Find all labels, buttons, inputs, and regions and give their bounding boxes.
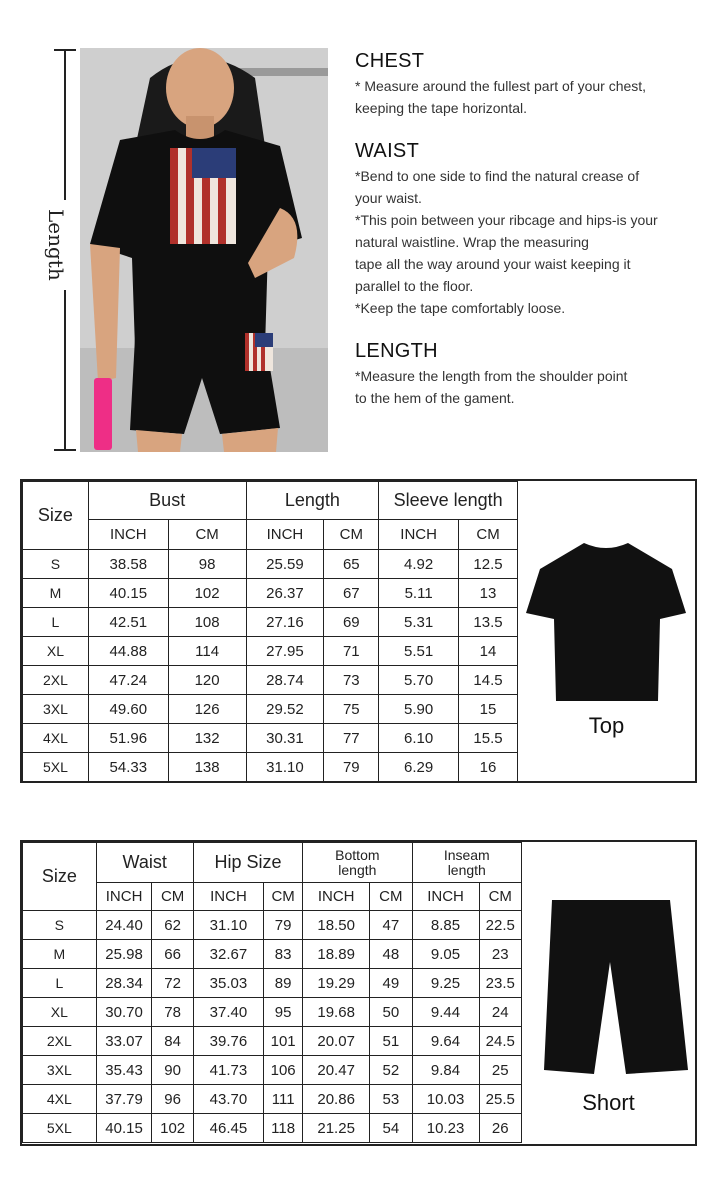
- product-label: Short: [582, 1090, 635, 1115]
- product-label: Top: [588, 713, 625, 738]
- size-cell: XL: [23, 998, 97, 1027]
- unit-inch: INCH: [379, 520, 459, 550]
- column-group-header: Length: [246, 482, 379, 520]
- cm-value-cell: 79: [264, 911, 303, 940]
- inch-value-cell: 54.33: [88, 753, 168, 782]
- cm-value-cell: 23: [479, 940, 521, 969]
- t-shirt-icon: [518, 531, 695, 731]
- inch-value-cell: 18.89: [303, 940, 370, 969]
- column-group-header: Waist: [96, 843, 193, 883]
- size-cell: 2XL: [23, 666, 89, 695]
- cm-value-cell: 118: [264, 1114, 303, 1143]
- guide-line: parallel to the floor.: [355, 278, 474, 294]
- cm-value-cell: 49: [370, 969, 412, 998]
- column-group-header: Bottom length: [303, 843, 412, 883]
- cm-value-cell: 62: [152, 911, 193, 940]
- cm-value-cell: 132: [168, 724, 246, 753]
- inch-value-cell: 27.95: [246, 637, 324, 666]
- unit-cm: CM: [324, 520, 379, 550]
- cm-value-cell: 102: [168, 579, 246, 608]
- inch-value-cell: 9.05: [412, 940, 479, 969]
- cm-value-cell: 71: [324, 637, 379, 666]
- table-row: [23, 1056, 522, 1085]
- cm-value-cell: 77: [324, 724, 379, 753]
- cm-value-cell: 138: [168, 753, 246, 782]
- cm-value-cell: 25.5: [479, 1085, 521, 1114]
- cm-value-cell: 95: [264, 998, 303, 1027]
- cm-value-cell: 53: [370, 1085, 412, 1114]
- cm-value-cell: 24.5: [479, 1027, 521, 1056]
- cm-value-cell: 120: [168, 666, 246, 695]
- inch-value-cell: 35.03: [193, 969, 263, 998]
- guide-line: *Bend to one side to find the natural crease of: [355, 168, 640, 184]
- cm-value-cell: 90: [152, 1056, 193, 1085]
- guide-length: [355, 340, 700, 409]
- cm-value-cell: 16: [459, 753, 518, 782]
- cm-value-cell: 111: [264, 1085, 303, 1114]
- cm-value-cell: 73: [324, 666, 379, 695]
- size-cell: 3XL: [23, 1056, 97, 1085]
- cm-value-cell: 12.5: [459, 550, 518, 579]
- inch-value-cell: 33.07: [96, 1027, 152, 1056]
- guide-line: *This poin between your ribcage and hips-is your: [355, 212, 658, 228]
- inch-value-cell: 37.40: [193, 998, 263, 1027]
- cm-value-cell: 66: [152, 940, 193, 969]
- table-row: [23, 724, 518, 753]
- inch-value-cell: 27.16: [246, 608, 324, 637]
- cm-value-cell: 98: [168, 550, 246, 579]
- size-cell: 4XL: [23, 724, 89, 753]
- inch-value-cell: 20.47: [303, 1056, 370, 1085]
- inch-value-cell: 49.60: [88, 695, 168, 724]
- inch-value-cell: 31.10: [246, 753, 324, 782]
- cm-value-cell: 84: [152, 1027, 193, 1056]
- table-row: [23, 998, 522, 1027]
- cm-value-cell: 47: [370, 911, 412, 940]
- short-product-cell: [522, 842, 695, 1144]
- inch-value-cell: 9.84: [412, 1056, 479, 1085]
- size-cell: XL: [23, 637, 89, 666]
- cm-value-cell: 48: [370, 940, 412, 969]
- unit-cm: CM: [479, 883, 521, 911]
- size-cell: S: [23, 911, 97, 940]
- size-cell: S: [23, 550, 89, 579]
- inch-value-cell: 9.44: [412, 998, 479, 1027]
- size-cell: M: [23, 940, 97, 969]
- cm-value-cell: 79: [324, 753, 379, 782]
- guide-line: to the hem of the gament.: [355, 390, 515, 406]
- cm-value-cell: 78: [152, 998, 193, 1027]
- guide-chest: [355, 50, 700, 119]
- cm-value-cell: 15: [459, 695, 518, 724]
- inch-value-cell: 9.25: [412, 969, 479, 998]
- model-photo: [80, 48, 328, 452]
- inch-value-cell: 40.15: [88, 579, 168, 608]
- unit-inch: INCH: [88, 520, 168, 550]
- inch-value-cell: 9.64: [412, 1027, 479, 1056]
- guide-title: CHEST: [355, 50, 425, 72]
- inch-value-cell: 39.76: [193, 1027, 263, 1056]
- column-group-header: Bust: [88, 482, 246, 520]
- inch-value-cell: 37.79: [96, 1085, 152, 1114]
- cm-value-cell: 13.5: [459, 608, 518, 637]
- cm-value-cell: 114: [168, 637, 246, 666]
- cm-value-cell: 54: [370, 1114, 412, 1143]
- cm-value-cell: 65: [324, 550, 379, 579]
- table-row: [23, 550, 518, 579]
- cm-value-cell: 52: [370, 1056, 412, 1085]
- guide-line: your waist.: [355, 190, 422, 206]
- inch-value-cell: 4.92: [379, 550, 459, 579]
- cm-value-cell: 72: [152, 969, 193, 998]
- cm-value-cell: 24: [479, 998, 521, 1027]
- cm-value-cell: 106: [264, 1056, 303, 1085]
- inch-value-cell: 6.29: [379, 753, 459, 782]
- column-group-header: Hip Size: [193, 843, 302, 883]
- inch-value-cell: 38.58: [88, 550, 168, 579]
- inch-value-cell: 44.88: [88, 637, 168, 666]
- inch-value-cell: 32.67: [193, 940, 263, 969]
- table-row: [23, 753, 518, 782]
- table-row: [23, 940, 522, 969]
- inch-value-cell: 10.03: [412, 1085, 479, 1114]
- inch-value-cell: 29.52: [246, 695, 324, 724]
- inch-value-cell: 40.15: [96, 1114, 152, 1143]
- top-product-cell: [518, 481, 695, 781]
- inch-value-cell: 24.40: [96, 911, 152, 940]
- size-cell: 5XL: [23, 1114, 97, 1143]
- cm-value-cell: 83: [264, 940, 303, 969]
- ruler-label: Length: [18, 200, 78, 290]
- guide-line: tape all the way around your waist keeping it: [355, 256, 631, 272]
- guide-line: * Measure around the fullest part of your chest,: [355, 78, 647, 94]
- table-row: [23, 695, 518, 724]
- unit-inch: INCH: [303, 883, 370, 911]
- cm-value-cell: 69: [324, 608, 379, 637]
- cm-value-cell: 108: [168, 608, 246, 637]
- table-row: [23, 1085, 522, 1114]
- unit-cm: CM: [370, 883, 412, 911]
- guide-line: keeping the tape horizontal.: [355, 100, 528, 116]
- guide-line: *Measure the length from the shoulder point: [355, 368, 628, 384]
- inch-value-cell: 19.29: [303, 969, 370, 998]
- inch-value-cell: 6.10: [379, 724, 459, 753]
- unit-inch: INCH: [96, 883, 152, 911]
- inch-value-cell: 31.10: [193, 911, 263, 940]
- inch-value-cell: 28.34: [96, 969, 152, 998]
- shorts-icon: [522, 892, 695, 1082]
- cm-value-cell: 75: [324, 695, 379, 724]
- cm-value-cell: 50: [370, 998, 412, 1027]
- inch-value-cell: 26.37: [246, 579, 324, 608]
- inch-value-cell: 42.51: [88, 608, 168, 637]
- unit-inch: INCH: [412, 883, 479, 911]
- guide-waist: [355, 140, 700, 319]
- unit-inch: INCH: [193, 883, 263, 911]
- column-group-header: Sleeve length: [379, 482, 518, 520]
- inch-value-cell: 5.90: [379, 695, 459, 724]
- short-size-chart: [20, 840, 697, 1146]
- inch-value-cell: 20.07: [303, 1027, 370, 1056]
- inch-value-cell: 30.31: [246, 724, 324, 753]
- inch-value-cell: 30.70: [96, 998, 152, 1027]
- size-cell: L: [23, 608, 89, 637]
- top-size-chart: [20, 479, 697, 783]
- inch-value-cell: 47.24: [88, 666, 168, 695]
- unit-cm: CM: [264, 883, 303, 911]
- inch-value-cell: 5.51: [379, 637, 459, 666]
- inch-value-cell: 20.86: [303, 1085, 370, 1114]
- unit-cm: CM: [459, 520, 518, 550]
- inch-value-cell: 5.31: [379, 608, 459, 637]
- top-size-table: [22, 481, 518, 782]
- size-cell: L: [23, 969, 97, 998]
- cm-value-cell: 102: [152, 1114, 193, 1143]
- cm-value-cell: 51: [370, 1027, 412, 1056]
- inch-value-cell: 18.50: [303, 911, 370, 940]
- inch-value-cell: 5.70: [379, 666, 459, 695]
- inch-value-cell: 19.68: [303, 998, 370, 1027]
- cm-value-cell: 14: [459, 637, 518, 666]
- inch-value-cell: 25.98: [96, 940, 152, 969]
- table-row: [23, 911, 522, 940]
- table-row: [23, 1027, 522, 1056]
- unit-cm: CM: [152, 883, 193, 911]
- cm-value-cell: 26: [479, 1114, 521, 1143]
- size-cell: 3XL: [23, 695, 89, 724]
- unit-inch: INCH: [246, 520, 324, 550]
- size-cell: 2XL: [23, 1027, 97, 1056]
- inch-value-cell: 51.96: [88, 724, 168, 753]
- size-header: Size: [23, 843, 97, 911]
- size-cell: 5XL: [23, 753, 89, 782]
- guide-title: LENGTH: [355, 340, 438, 362]
- table-row: [23, 579, 518, 608]
- cm-value-cell: 89: [264, 969, 303, 998]
- unit-cm: CM: [168, 520, 246, 550]
- cm-value-cell: 67: [324, 579, 379, 608]
- size-cell: M: [23, 579, 89, 608]
- inch-value-cell: 46.45: [193, 1114, 263, 1143]
- cm-value-cell: 101: [264, 1027, 303, 1056]
- inch-value-cell: 28.74: [246, 666, 324, 695]
- guide-line: natural waistline. Wrap the measuring: [355, 234, 589, 250]
- cm-value-cell: 25: [479, 1056, 521, 1085]
- size-cell: 4XL: [23, 1085, 97, 1114]
- inch-value-cell: 43.70: [193, 1085, 263, 1114]
- inch-value-cell: 25.59: [246, 550, 324, 579]
- cm-value-cell: 15.5: [459, 724, 518, 753]
- table-row: [23, 1114, 522, 1143]
- cm-value-cell: 23.5: [479, 969, 521, 998]
- size-header: Size: [23, 482, 89, 550]
- inch-value-cell: 41.73: [193, 1056, 263, 1085]
- table-row: [23, 608, 518, 637]
- inch-value-cell: 21.25: [303, 1114, 370, 1143]
- cm-value-cell: 13: [459, 579, 518, 608]
- guide-line: *Keep the tape comfortably loose.: [355, 300, 566, 316]
- column-group-header: Inseam length: [412, 843, 521, 883]
- cm-value-cell: 22.5: [479, 911, 521, 940]
- table-row: [23, 637, 518, 666]
- guide-title: WAIST: [355, 140, 420, 162]
- table-row: [23, 666, 518, 695]
- table-row: [23, 969, 522, 998]
- short-size-table: [22, 842, 522, 1143]
- inch-value-cell: 10.23: [412, 1114, 479, 1143]
- inch-value-cell: 8.85: [412, 911, 479, 940]
- cm-value-cell: 126: [168, 695, 246, 724]
- cm-value-cell: 96: [152, 1085, 193, 1114]
- inch-value-cell: 5.11: [379, 579, 459, 608]
- inch-value-cell: 35.43: [96, 1056, 152, 1085]
- cm-value-cell: 14.5: [459, 666, 518, 695]
